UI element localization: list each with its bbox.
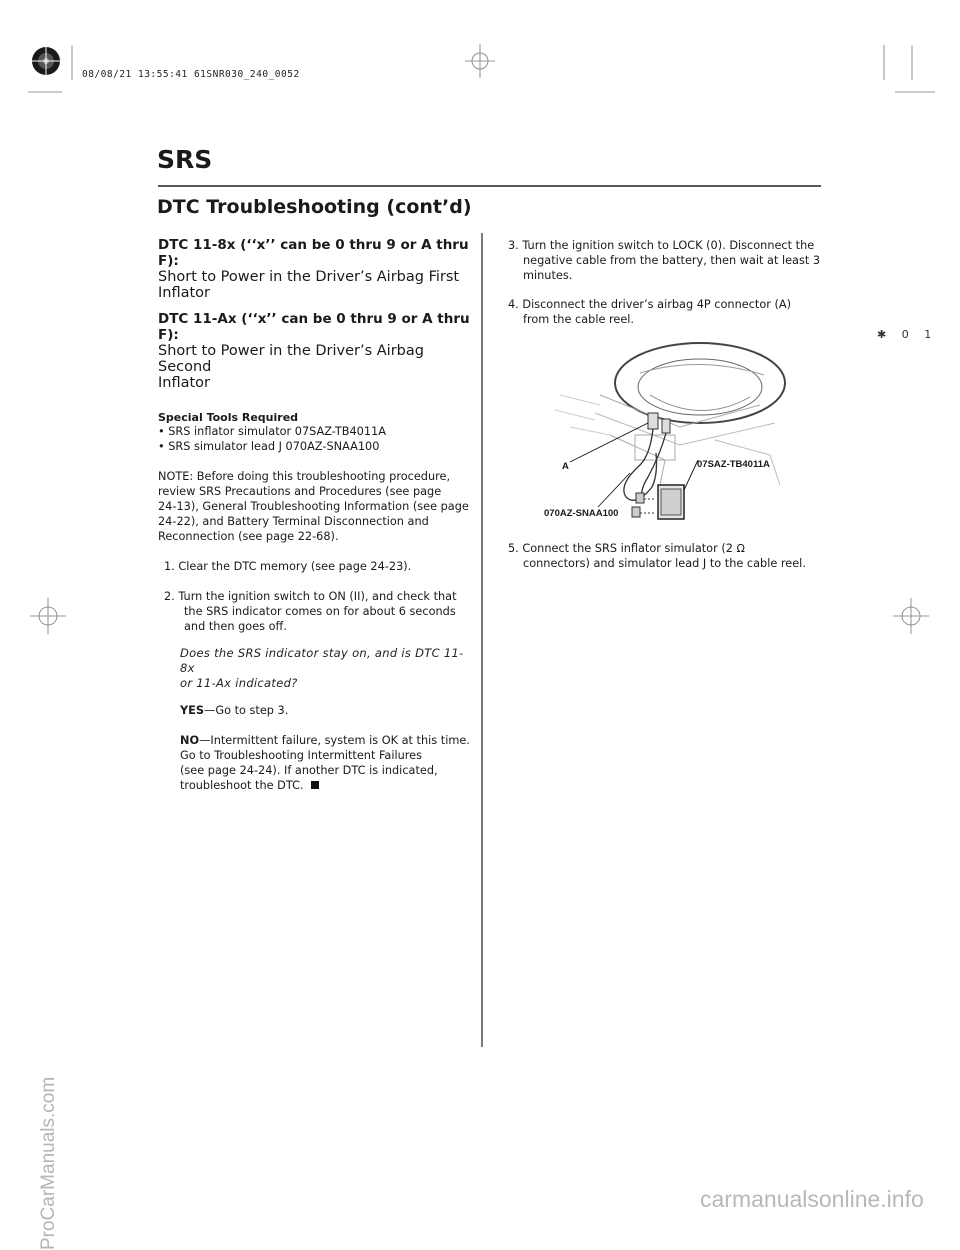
no-label: NO <box>180 734 200 747</box>
no-text-line: Go to Troubleshooting Intermittent Failures <box>180 749 423 762</box>
registration-target-icon <box>24 39 68 83</box>
tool-item: • SRS inflator simulator 07SAZ-TB4011A <box>158 425 386 438</box>
connector-illustration <box>540 335 810 535</box>
footer-watermark: carmanualsonline.info <box>700 1186 924 1212</box>
note-line: Reconnection (see page 22-68). <box>158 530 339 543</box>
page-subtitle: DTC Troubleshooting (cont’d) <box>157 196 472 218</box>
step-2-line: and then goes off. <box>184 620 287 633</box>
tool-item: • SRS simulator lead J 070AZ-SNAA100 <box>158 440 380 453</box>
step-5-line: 5. Connect the SRS inflator simulator (2 <box>508 542 733 555</box>
step-4-line: 4. Disconnect the driver’s airbag 4P connector (A) <box>508 298 792 311</box>
no-text-line: troubleshoot the DTC. <box>180 779 304 792</box>
step-2-line: 2. Turn the ignition switch to ON (II), and check that <box>164 590 457 603</box>
yes-text: Go to step 3. <box>215 704 289 717</box>
dash-icon: — <box>199 734 211 747</box>
ohm-icon: Ω <box>736 542 745 555</box>
note-line: 24-22), and Battery Terminal Disconnection and <box>158 515 429 528</box>
dtc-description-second-line1: Short to Power in the Driver’s Airbag Second <box>158 343 424 375</box>
dtc-description-first-line1: Short to Power in the Driver’s Airbag First <box>158 269 460 285</box>
print-stamp: 08/08/21 13:55:41 61SNR030_240_0052 <box>82 69 300 80</box>
step-2 <box>164 589 478 634</box>
no-branch <box>158 733 478 793</box>
figure-label-lead: 070AZ-SNAA100 <box>544 508 619 519</box>
step-5-line: connectors) and simulator lead J to the cable reel. <box>523 557 806 570</box>
yes-label: YES <box>180 704 205 717</box>
step-3 <box>508 238 828 283</box>
note-line: 24-13), General Troubleshooting Information (see page <box>158 500 469 513</box>
step-1: 1. Clear the DTC memory (see page 24-23). <box>164 560 412 573</box>
no-text-line: (see page 24-24). If another DTC is indicated, <box>180 764 438 777</box>
step-3-line: minutes. <box>523 269 573 282</box>
note-paragraph <box>158 469 478 544</box>
step-5 <box>508 541 828 571</box>
end-square-icon <box>311 781 319 789</box>
step-4-line: from the cable reel. <box>523 313 635 326</box>
dash-icon: — <box>204 704 216 717</box>
dtc-description-second-line2: Inflator <box>158 375 211 391</box>
side-watermark: ProCarManuals.com <box>38 1076 59 1250</box>
special-tools-heading: Special Tools Required <box>158 411 299 424</box>
no-text-line: Intermittent failure, system is OK at this time. <box>210 734 470 747</box>
figure-label-a: A <box>562 461 569 472</box>
note-line: review SRS Precautions and Procedures (see page <box>158 485 442 498</box>
step-2-line: the SRS indicator comes on for about 6 seconds <box>184 605 456 618</box>
revision-mark: ✱ 0 1 <box>877 328 938 341</box>
note-line: NOTE: Before doing this troubleshooting procedure, <box>158 470 451 483</box>
dtc-heading-first: DTC 11-8x (‘‘x’’ can be 0 thru 9 or A thru F): <box>158 237 469 269</box>
question-line: or 11-Ax indicated? <box>180 676 298 690</box>
dtc-heading-second: DTC 11-Ax (‘‘x’’ can be 0 thru 9 or A thru F): <box>158 311 470 343</box>
left-column <box>158 237 478 793</box>
figure-label-simulator: 07SAZ-TB4011A <box>697 459 770 470</box>
dtc-description-first-line2: Inflator <box>158 285 211 301</box>
step-4 <box>508 297 828 327</box>
decision-question <box>158 646 478 691</box>
section-title: SRS <box>157 145 213 174</box>
step-3-line: 3. Turn the ignition switch to LOCK (0). Disconnect the <box>508 239 815 252</box>
question-line: Does the SRS indicator stay on, and is DTC 11-8x <box>180 646 464 675</box>
step-3-line: negative cable from the battery, then wait at least 3 <box>523 254 821 267</box>
yes-branch <box>158 703 478 718</box>
